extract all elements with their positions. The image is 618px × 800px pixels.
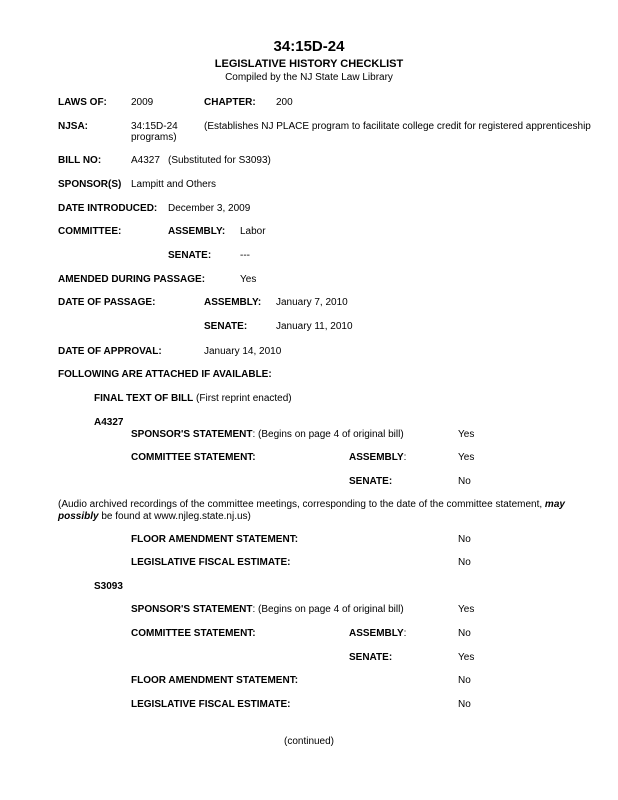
s3093-sponsor-statement (131, 604, 404, 616)
s3093-assembly (349, 628, 406, 640)
committee-assembly-value: Labor (240, 226, 266, 237)
s3093-fiscal-value: No (458, 699, 471, 710)
a4327-assembly-label: ASSEMBLY (349, 452, 404, 463)
a4327-fiscal-value: No (458, 557, 471, 568)
amended-value: Yes (240, 274, 257, 285)
date-introduced-value: December 3, 2009 (168, 203, 251, 214)
a4327-sponsor-note: : (Begins on page 4 of original bill) (252, 429, 404, 440)
s3093-sponsor-label: SPONSOR'S STATEMENT (131, 604, 253, 615)
njsa-label: NJSA: (58, 121, 89, 132)
a4327-heading: A4327 (94, 417, 124, 428)
committee-senate-value: --- (240, 250, 250, 261)
chapter-value: 200 (276, 97, 293, 108)
committee-senate-label: SENATE: (168, 250, 212, 261)
page-title: 34:15D-24 (273, 38, 345, 55)
passage-label: DATE OF PASSAGE: (58, 297, 156, 308)
s3093-committee-label: COMMITTEE STATEMENT: (131, 628, 256, 639)
bill-no-label: BILL NO: (58, 155, 102, 166)
s3093-assembly-label: ASSEMBLY (349, 628, 404, 639)
final-text-line (94, 393, 292, 405)
s3093-heading: S3093 (94, 581, 123, 592)
committee-label: COMMITTEE: (58, 226, 122, 237)
a4327-sponsor-label: SPONSOR'S STATEMENT (131, 429, 253, 440)
laws-of-label: LAWS OF: (58, 97, 107, 108)
passage-assembly-label: ASSEMBLY: (204, 297, 262, 308)
a4327-senate-value: No (458, 476, 471, 487)
date-introduced-label: DATE INTRODUCED: (58, 203, 158, 214)
a4327-floor-label: FLOOR AMENDMENT STATEMENT: (131, 534, 299, 545)
a4327-assembly-colon: : (403, 452, 407, 463)
amended-label: AMENDED DURING PASSAGE: (58, 274, 206, 285)
audio-note-text: (Audio archived recordings of the committee meetings, corresponding to the date of the committee statement, (58, 499, 545, 510)
sponsor-value: Lampitt and Others (131, 179, 217, 190)
njsa-description-continued: programs) (131, 132, 177, 143)
checklist-subtitle: LEGISLATIVE HISTORY CHECKLIST (214, 58, 404, 70)
s3093-fiscal-label: LEGISLATIVE FISCAL ESTIMATE: (131, 699, 291, 710)
s3093-sponsor-note: : (Begins on page 4 of original bill) (252, 604, 404, 615)
bill-substituted: (Substituted for S3093) (168, 155, 271, 166)
passage-senate-value: January 11, 2010 (276, 321, 353, 332)
a4327-assembly-value: Yes (458, 452, 475, 463)
sponsor-label: SPONSOR(S) (58, 179, 122, 190)
audio-note (58, 499, 606, 523)
approval-label: DATE OF APPROVAL: (58, 346, 162, 357)
audio-note-emphasis: may possibly (58, 499, 565, 522)
s3093-assembly-colon: : (403, 628, 407, 639)
s3093-senate-label: SENATE: (349, 652, 393, 663)
chapter-label: CHAPTER: (204, 97, 256, 108)
bill-no-value: A4327 (131, 155, 160, 166)
a4327-sponsor-statement (131, 429, 404, 441)
approval-value: January 14, 2010 (204, 346, 282, 357)
laws-of-value: 2009 (131, 97, 154, 108)
continued-note: (continued) (283, 736, 335, 747)
s3093-assembly-value: No (458, 628, 471, 639)
a4327-committee-label: COMMITTEE STATEMENT: (131, 452, 256, 463)
njsa-description: (Establishes NJ PLACE program to facilitate college credit for registered apprenticeship (204, 121, 591, 132)
compiled-by: Compiled by the NJ State Law Library (225, 72, 393, 83)
final-text-value: (First reprint enacted) (196, 393, 292, 404)
a4327-sponsor-value: Yes (458, 429, 475, 440)
a4327-assembly (349, 452, 406, 464)
committee-assembly-label: ASSEMBLY: (168, 226, 226, 237)
njsa-value: 34:15D-24 (131, 121, 178, 132)
s3093-sponsor-value: Yes (458, 604, 475, 615)
passage-senate-label: SENATE: (204, 321, 248, 332)
a4327-floor-value: No (458, 534, 471, 545)
s3093-floor-label: FLOOR AMENDMENT STATEMENT: (131, 675, 299, 686)
a4327-senate-label: SENATE: (349, 476, 393, 487)
s3093-floor-value: No (458, 675, 471, 686)
following-heading: FOLLOWING ARE ATTACHED IF AVAILABLE: (58, 369, 272, 380)
passage-assembly-value: January 7, 2010 (276, 297, 348, 308)
s3093-senate-value: Yes (458, 652, 475, 663)
audio-note-link-text: be found at www.njleg.state.nj.us) (98, 511, 251, 522)
a4327-fiscal-label: LEGISLATIVE FISCAL ESTIMATE: (131, 557, 291, 568)
final-text-label: FINAL TEXT OF BILL (94, 393, 194, 404)
